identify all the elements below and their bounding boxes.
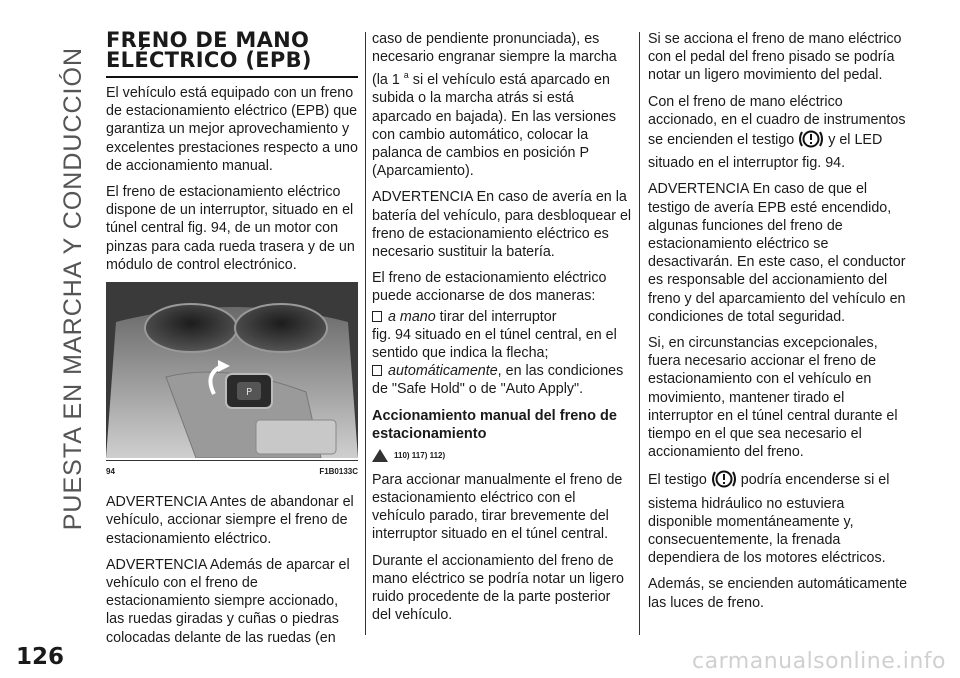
paragraph: ADVERTENCIA En caso de que el testigo de avería EPB esté encendido, algunas funciones del freno de estacionamiento eléctrico se desactivarán. En este caso, el conductor es responsable del accionamiento del freno y del aparcamiento del vehículo en condiciones de total seguridad. xyxy=(648,181,906,325)
figure-number: 94 xyxy=(106,467,115,477)
superscript: a xyxy=(403,70,409,81)
title-line-2: ELÉCTRICO (EPB) xyxy=(106,48,312,72)
paragraph: El vehículo está equipado con un freno de estacionamiento eléctrico (EPB) que garantiza un mejor aprovechamiento y excelentes prestaciones respecto a uno de accionamiento manual. xyxy=(106,85,358,174)
bullet-emphasis: automáticamente xyxy=(388,363,498,380)
text-span: y el LED situado en el interruptor fig. 94. xyxy=(648,132,883,172)
column-1 xyxy=(106,30,358,655)
bullet-text: , en las condiciones de "Safe Hold" o de "Auto Apply". xyxy=(372,363,624,398)
paragraph: El freno de estacionamiento eléctrico puede accionarse de dos maneras: xyxy=(372,270,607,305)
column-divider xyxy=(639,32,640,635)
bullet-text: tirar del interruptor xyxy=(439,308,557,325)
brake-warning-icon xyxy=(711,469,737,494)
paragraph: El freno de estacionamiento eléctrico dispone de un interruptor, situado en el túnel central fig. 94, de un motor con pinzas para cada rueda trasera y de un módulo de control electrónico. xyxy=(106,184,355,273)
bullet-emphasis: a mano xyxy=(388,308,436,325)
paragraph: Durante el accionamiento del freno de mano eléctrico se podría notar un ligero ruido procedente de la parte posterior del vehículo. xyxy=(372,552,624,624)
paragraph xyxy=(372,30,632,180)
paragraph: Además, se encienden automáticamente las luces de freno. xyxy=(648,576,908,611)
section-side-title xyxy=(50,30,96,530)
figure-illustration xyxy=(106,282,358,458)
text-span: caso de pendiente pronunciada), es necesario engranar siempre la marcha (la 1 xyxy=(372,31,617,89)
paragraph: ADVERTENCIA Además de aparcar el vehículo con el freno de estacionamiento siempre accionado, las ruedas giradas y cuñas o piedras colocadas delante de las ruedas (en xyxy=(106,556,350,646)
warning-refs: 110) 117) 112) xyxy=(394,450,446,460)
column-3 xyxy=(648,30,910,620)
paragraph: Si se acciona el freno de mano eléctrico con el pedal del freno pisado se podría notar un ligero movimiento del pedal. xyxy=(648,31,902,84)
brake-warning-icon xyxy=(798,129,824,154)
figure-epb-switch xyxy=(106,282,358,458)
section-title xyxy=(106,30,358,78)
warning-triangle-icon xyxy=(372,449,388,462)
bullet-item xyxy=(372,308,632,326)
paragraph: ADVERTENCIA En caso de avería en la batería del vehículo, para desbloquear el freno de estacionamiento eléctrico es necesario sustituir la batería. xyxy=(372,189,632,260)
figure-caption xyxy=(106,460,358,481)
subheading: Accionamiento manual del freno de estacionamiento xyxy=(372,407,617,442)
column-2 xyxy=(372,30,632,632)
text-span: si el vehículo está aparcado en subida o la marcha atrás si está aparcado en bajada). En las versiones con cambio automático, colocar la palanca de cambios en posición P (Aparcamiento). xyxy=(372,72,616,180)
paragraph: Si, en circunstancias excepcionales, fuera necesario accionar el freno de estacionamiento con el vehículo en movimiento, mantener tirado el interruptor en el túnel central durante el tiempo en el que sea necesario el accionamiento del freno. xyxy=(648,335,898,461)
bullet-item xyxy=(372,362,632,398)
paragraph xyxy=(648,469,910,567)
warning-references xyxy=(372,447,632,465)
title-line-1: FRENO DE MANO xyxy=(106,28,310,52)
page-number: 126 xyxy=(16,644,65,670)
bullet-icon xyxy=(372,365,382,376)
text-span: El testigo xyxy=(648,472,707,489)
watermark: carmanualsonline.info xyxy=(692,649,946,674)
text-span: podría encenderse si el sistema hidráulico no estuviera disponible momentáneamente y, consecuentemente, la frenada dependiera de los motores eléctricos. xyxy=(648,472,890,567)
bullet-continuation: fig. 94 situado en el túnel central, en el sentido que indica la flecha; xyxy=(372,326,617,362)
section-side-label: PUESTA EN MARCHA Y CONDUCCIÓN xyxy=(58,46,87,530)
text-span: Con el freno de mano eléctrico accionado, en el cuadro de instrumentos se encienden el testigo xyxy=(648,93,906,149)
paragraph xyxy=(648,93,910,173)
bullet-icon xyxy=(372,311,382,322)
column-divider xyxy=(365,32,366,635)
paragraph: Para accionar manualmente el freno de estacionamiento eléctrico con el vehículo parado, tirar brevemente del interruptor situado en el túnel central. xyxy=(372,471,623,543)
figure-code: F1B0133C xyxy=(319,467,358,477)
svg-text:P: P xyxy=(245,387,253,399)
paragraph: ADVERTENCIA Antes de abandonar el vehículo, accionar siempre el freno de estacionamiento eléctrico. xyxy=(106,494,354,547)
